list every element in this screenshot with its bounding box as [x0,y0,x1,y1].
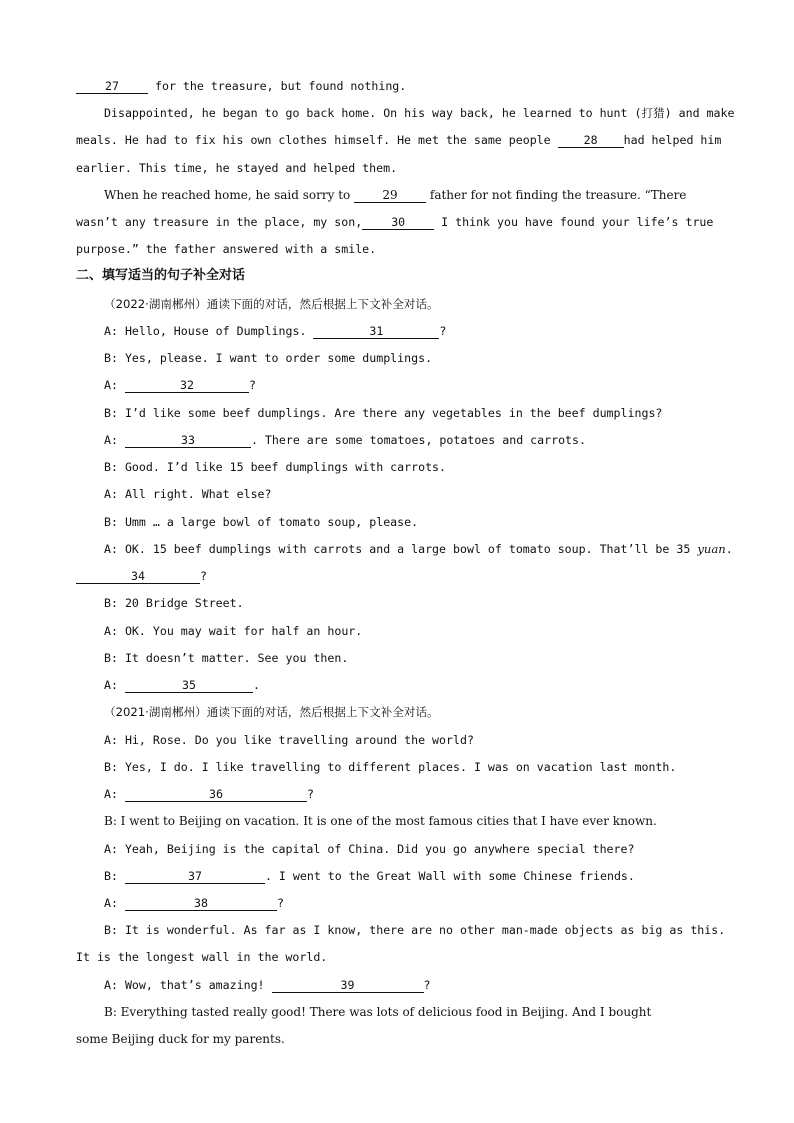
section-heading: 二、填写适当的句子补全对话 [76,268,246,283]
passage-line-2: Disappointed, he began to go back home. On his way back, he learned to hunt (打猎) and make [104,106,735,120]
dialog-text: A: [104,378,125,392]
dialog-text: ? [306,787,314,801]
dialog2-line-b3 [104,866,721,886]
answer-blank-27[interactable]: 27 [76,79,148,94]
dialog2-line-b4: B: It is wonderful. As far as I know, there are no other man-made objects as big as this. [104,923,726,937]
dialog-text: A: Hello, House of Dumplings. [104,324,314,338]
dialog-text: ? [439,324,447,338]
dialog-text: . There are some tomatoes, potatoes and carrots. [250,433,586,447]
passage-text: father for not finding the treasure. “There [426,188,687,202]
passage-line-6 [76,212,721,232]
dialog1-line-b5: B: 20 Bridge Street. [104,596,244,610]
dialog-text: B: [104,869,125,883]
answer-blank-36[interactable]: 36 [125,787,307,802]
dialog2-line-a1: A: Hi, Rose. Do you like travelling around the world? [104,733,474,747]
dialog-text: A: [104,433,125,447]
dialog2-line-a4 [104,893,721,913]
dialog1-line-a7 [104,675,721,695]
dialog2-line-b4-continued: It is the longest wall in the world. [76,950,328,964]
dialog1-line-a1 [104,321,721,341]
dialog2-line-a3: A: Yeah, Beijing is the capital of China. Did you go anywhere special there? [104,842,635,856]
answer-blank-28[interactable]: 28 [558,133,624,148]
dialog-text: ? [200,569,207,583]
answer-blank-38[interactable]: 38 [125,896,277,911]
dialog-text: A: [104,896,125,910]
answer-blank-37[interactable]: 37 [125,869,265,884]
passage-line-4: earlier. This time, he stayed and helped them. [76,161,398,175]
dialog-text: A: OK. 15 beef dumplings with carrots and a large bowl of tomato soup. That’ll be 35 [104,542,698,556]
dialog1-line-b2: B: I’d like some beef dumplings. Are there any vegetables in the beef dumplings? [104,406,663,420]
dialog1-line-a5-continued [76,566,721,586]
dialog-text: ? [423,978,431,992]
dialog-text: . [725,542,733,556]
dialog-text: A: Wow, that’s amazing! [104,978,272,992]
dialog2-line-b1: B: Yes, I do. I like travelling to different places. I was on vacation last month. [104,760,677,774]
passage-line-5 [104,185,721,205]
passage-line-1 [76,76,721,96]
passage-text: I think you have found your life’s true [434,215,714,229]
answer-blank-33[interactable]: 33 [125,433,251,448]
passage-text: When he reached home, he said sorry to [104,188,355,202]
passage-line-7: purpose.” the father answered with a smile. [76,242,377,256]
passage-text: for the treasure, but found nothing. [148,79,407,93]
answer-blank-32[interactable]: 32 [125,378,249,393]
answer-blank-35[interactable]: 35 [125,678,253,693]
dialog-text: . I went to the Great Wall with some Chinese friends. [264,869,635,883]
dialog1-source: （2022·湖南郴州）通读下面的对话，然后根据上下文补全对话。 [104,297,439,311]
dialog1-line-a2 [104,375,721,395]
dialog1-line-b4: B: Umm … a large bowl of tomato soup, please. [104,515,419,529]
dialog2-line-b5: B: Everything tasted really good! There was lots of delicious food in Beijing. And I bought [104,1005,652,1019]
dialog2-line-b5-continued: some Beijing duck for my parents. [76,1032,285,1046]
answer-blank-29[interactable]: 29 [354,188,426,203]
passage-text: wasn’t any treasure in the place, my son, [76,215,363,229]
dialog2-line-a2 [104,784,721,804]
passage-text: meals. He had to fix his own clothes himself. He met the same people [76,133,558,147]
passage-line-3 [76,130,721,150]
dialog1-line-a6: A: OK. You may wait for half an hour. [104,624,363,638]
dialog2-source: （2021·湖南郴州）通读下面的对话，然后根据上下文补全对话。 [104,705,439,719]
dialog1-line-b3: B: Good. I’d like 15 beef dumplings with carrots. [104,460,447,474]
answer-blank-30[interactable]: 30 [362,215,434,230]
dialog1-line-a4: A: All right. What else? [104,487,272,501]
dialog-text: ? [248,378,256,392]
dialog-text: . [252,678,260,692]
dialog1-line-a5 [104,539,733,559]
dialog-text: A: [104,678,125,692]
dialog2-line-a5 [104,975,721,995]
dialog1-line-b6: B: It doesn’t matter. See you then. [104,651,349,665]
dialog-text: A: [104,787,125,801]
passage-text: had helped him [623,133,722,147]
dialog-text: ? [276,896,284,910]
dialog1-line-a3 [104,430,721,450]
currency-word: yuan [697,542,726,556]
dialog1-line-b1: B: Yes, please. I want to order some dumplings. [104,351,433,365]
answer-blank-34[interactable]: 34 [76,569,200,584]
dialog2-line-b2: B: I went to Beijing on vacation. It is one of the most famous cities that I have ever known. [104,814,657,828]
answer-blank-39[interactable]: 39 [272,978,424,993]
answer-blank-31[interactable]: 31 [313,324,439,339]
